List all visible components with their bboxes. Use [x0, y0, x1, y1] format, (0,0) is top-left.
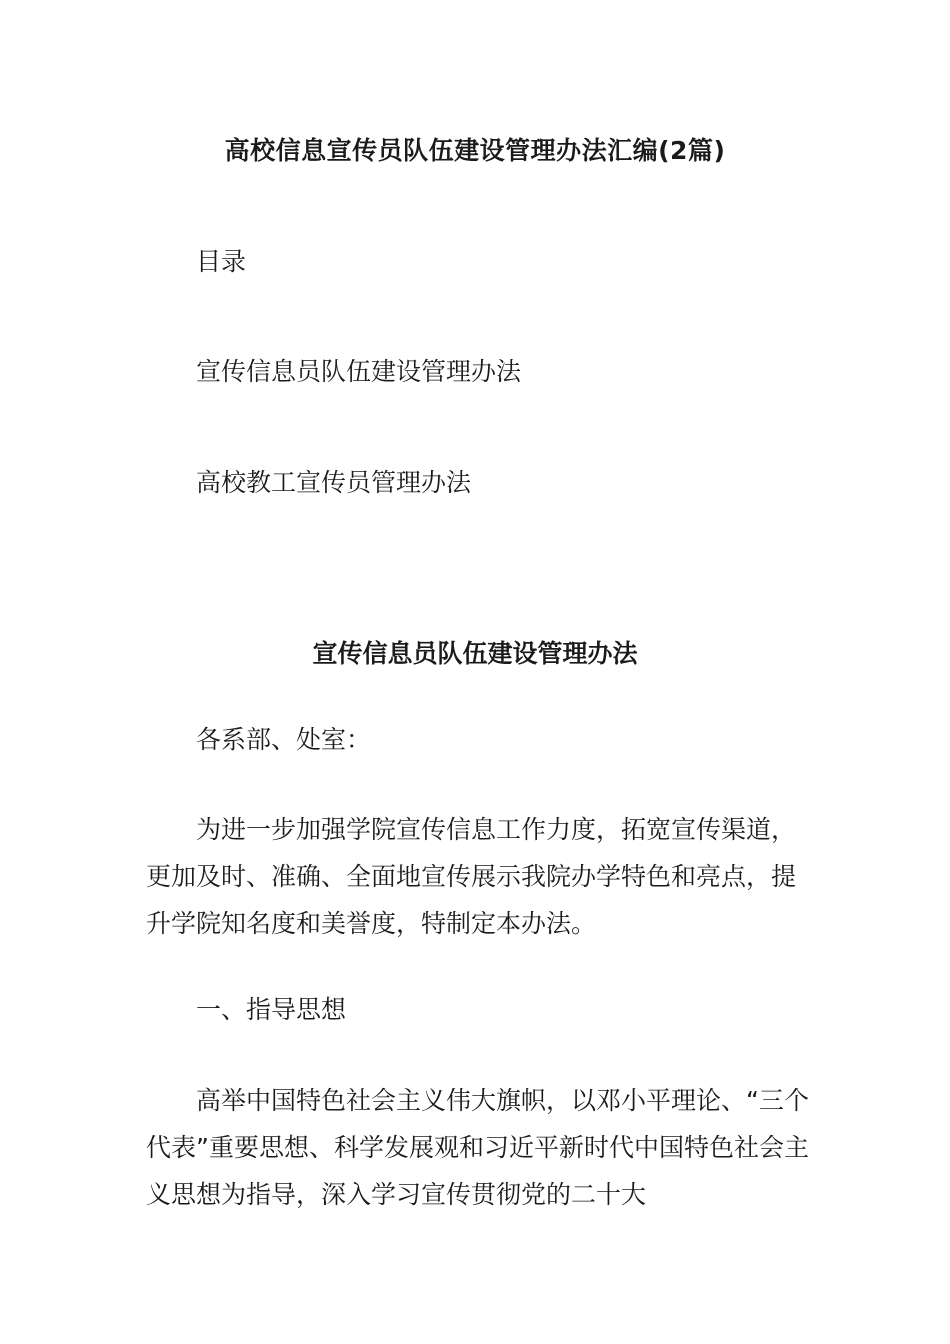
toc-item: 高校教工宣传员管理办法 — [196, 468, 472, 497]
section-heading: 一、指导思想 — [196, 995, 347, 1024]
document-title: 高校信息宣传员队伍建设管理办法汇编(2篇) — [224, 136, 726, 165]
body-paragraph: 为进一步加强学院宣传信息工作力度，拓宽宣传渠道，更加及时、准确、全面地宣传展示我院办学特色和亮点，提升学院知名度和美誉度，特制定本办法。 — [146, 815, 797, 938]
toc-heading: 目录 — [196, 247, 247, 276]
toc-item: 宣传信息员队伍建设管理办法 — [196, 357, 522, 386]
section-title: 宣传信息员队伍建设管理办法 — [312, 639, 638, 668]
body-paragraph: 高举中国特色社会主义伟大旗帜，以邓小平理论、“三个代表”重要思想、科学发展观和习近平新时代中国特色社会主义思想为指导，深入学习宣传贯彻党的二十大 — [146, 1086, 809, 1209]
salutation: 各系部、处室： — [196, 725, 372, 754]
